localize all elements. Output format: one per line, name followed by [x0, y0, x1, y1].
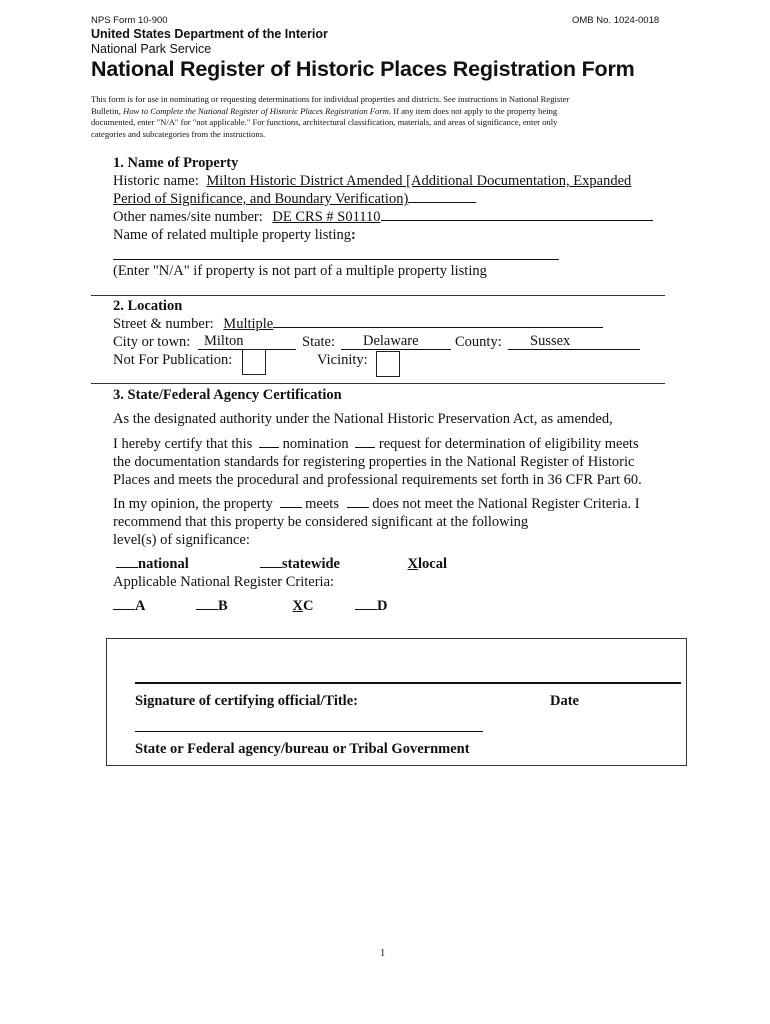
street-label: Street & number:	[113, 316, 214, 332]
not-for-publication-checkbox[interactable]	[242, 349, 266, 375]
vicinity-label: Vicinity:	[317, 352, 368, 368]
opinion-line-2: recommend that this property be considered significant at the following	[113, 514, 529, 530]
request-blank[interactable]	[355, 447, 375, 448]
opinion-text: In my opinion, the property	[113, 496, 277, 512]
blank-line	[273, 327, 603, 328]
city-value[interactable]: Milton	[198, 334, 296, 350]
local-mark[interactable]: X	[407, 556, 418, 572]
certify-text: I hereby certify that this	[113, 436, 256, 452]
meets-blank[interactable]	[280, 507, 302, 508]
section-divider	[91, 383, 665, 384]
intro-line: categories and subcategories from the instructions.	[91, 128, 266, 139]
na-note: (Enter "N/A" if property is not part of a multiple property listing	[113, 263, 487, 279]
department-name: United States Department of the Interior	[91, 27, 328, 41]
level-local[interactable]	[385, 556, 447, 573]
related-listing-label: Name of related multiple property listing	[113, 227, 351, 243]
instructions-reference: How to Complete the National Register of Historic Places Registration Form.	[123, 105, 392, 116]
nomination-blank[interactable]	[259, 447, 279, 448]
state-value[interactable]: Delaware	[341, 334, 451, 350]
street-value[interactable]: Multiple	[223, 316, 274, 332]
opinion-text: does not meet the National Register Criteria. I	[368, 496, 640, 512]
certify-line-2: the documentation standards for registering properties in the National Register of Historic	[113, 454, 635, 470]
historic-name-row	[113, 173, 631, 190]
criterion-a[interactable]	[113, 598, 145, 615]
does-not-meet-blank[interactable]	[347, 507, 369, 508]
page-number: 1	[380, 948, 386, 959]
section-3-heading: 3. State/Federal Agency Certification	[113, 387, 342, 403]
intro-line	[91, 106, 683, 118]
historic-name-label: Historic name:	[113, 173, 199, 189]
intro-line: This form is for use in nominating or requesting determinations for individual properties and districts. See instructions in National Register	[91, 94, 570, 104]
criterion-b-label: B	[218, 598, 228, 614]
intro-line: documented, enter "N/A" for "not applicable." For functions, architectural classification, materials, and areas of significance, enter only	[91, 117, 558, 127]
signature-label: Signature of certifying official/Title:	[135, 693, 358, 709]
state-label: State:	[302, 334, 336, 350]
section-divider	[91, 295, 665, 296]
level-local-label: local	[418, 556, 447, 572]
form-number: NPS Form 10-900	[91, 15, 168, 26]
criterion-c-label: C	[303, 598, 314, 614]
certify-line-3: Places and meets the procedural and professional requirements set forth in 36 CFR Part 60.	[113, 472, 642, 488]
other-names-label: Other names/site number:	[113, 209, 263, 225]
intro-text: If any item does not apply to the property being	[391, 105, 558, 116]
city-label: City or town:	[113, 334, 191, 350]
criterion-d-label: D	[377, 598, 388, 614]
not-for-publication-label: Not For Publication:	[113, 352, 233, 368]
related-listing-field[interactable]	[113, 259, 559, 260]
criterion-a-label: A	[135, 598, 146, 614]
blank-line	[381, 220, 653, 221]
criterion-d-blank[interactable]	[355, 609, 377, 610]
county-value[interactable]: Sussex	[508, 334, 640, 350]
vicinity-checkbox[interactable]	[376, 351, 400, 377]
page-title: National Register of Historic Places Registration Form	[91, 57, 635, 81]
historic-name-value-cont[interactable]: Period of Significance, and Boundary Verification)	[113, 191, 409, 207]
county-label: County:	[455, 334, 502, 350]
blank-line	[408, 202, 476, 203]
criterion-b-blank[interactable]	[196, 609, 218, 610]
date-label: Date	[550, 693, 579, 709]
level-statewide[interactable]	[260, 556, 340, 573]
section-2-heading: 2. Location	[113, 298, 183, 314]
other-names-row	[113, 209, 653, 226]
level-statewide-label: statewide	[282, 556, 340, 572]
opinion-text: meets	[301, 496, 343, 512]
criterion-a-blank[interactable]	[113, 609, 135, 610]
historic-name-value[interactable]: Milton Historic District Amended [Additional Documentation, Expanded	[206, 173, 632, 189]
authority-text: As the designated authority under the National Historic Preservation Act, as amended,	[113, 411, 613, 427]
level-national[interactable]	[116, 556, 189, 573]
omb-number: OMB No. 1024-0018	[572, 15, 660, 26]
agency-label: State or Federal agency/bureau or Tribal Government	[135, 741, 470, 757]
criterion-c-mark[interactable]: X	[292, 598, 303, 614]
certify-line-1	[113, 436, 639, 453]
criterion-b[interactable]	[196, 598, 228, 615]
criterion-d[interactable]	[355, 598, 387, 615]
intro-paragraph	[91, 94, 683, 140]
section-1-heading: 1. Name of Property	[113, 155, 239, 171]
criterion-c[interactable]	[270, 598, 313, 615]
related-listing-row	[113, 227, 356, 244]
signature-line[interactable]	[135, 682, 681, 684]
statewide-blank[interactable]	[260, 567, 282, 568]
historic-name-row-2	[113, 191, 476, 208]
related-listing-colon: :	[350, 227, 356, 243]
agency-line[interactable]	[135, 731, 483, 732]
opinion-line-3: level(s) of significance:	[113, 532, 250, 548]
certify-text: request for determination of eligibility meets	[375, 436, 639, 452]
street-row	[113, 316, 603, 333]
other-names-value[interactable]: DE CRS # S01110	[272, 209, 381, 225]
level-national-label: national	[138, 556, 189, 572]
national-blank[interactable]	[116, 567, 138, 568]
intro-text: Bulletin,	[91, 105, 123, 116]
criteria-label: Applicable National Register Criteria:	[113, 574, 335, 590]
opinion-line-1	[113, 496, 640, 513]
certify-text: nomination	[278, 436, 353, 452]
service-name: National Park Service	[91, 42, 212, 56]
